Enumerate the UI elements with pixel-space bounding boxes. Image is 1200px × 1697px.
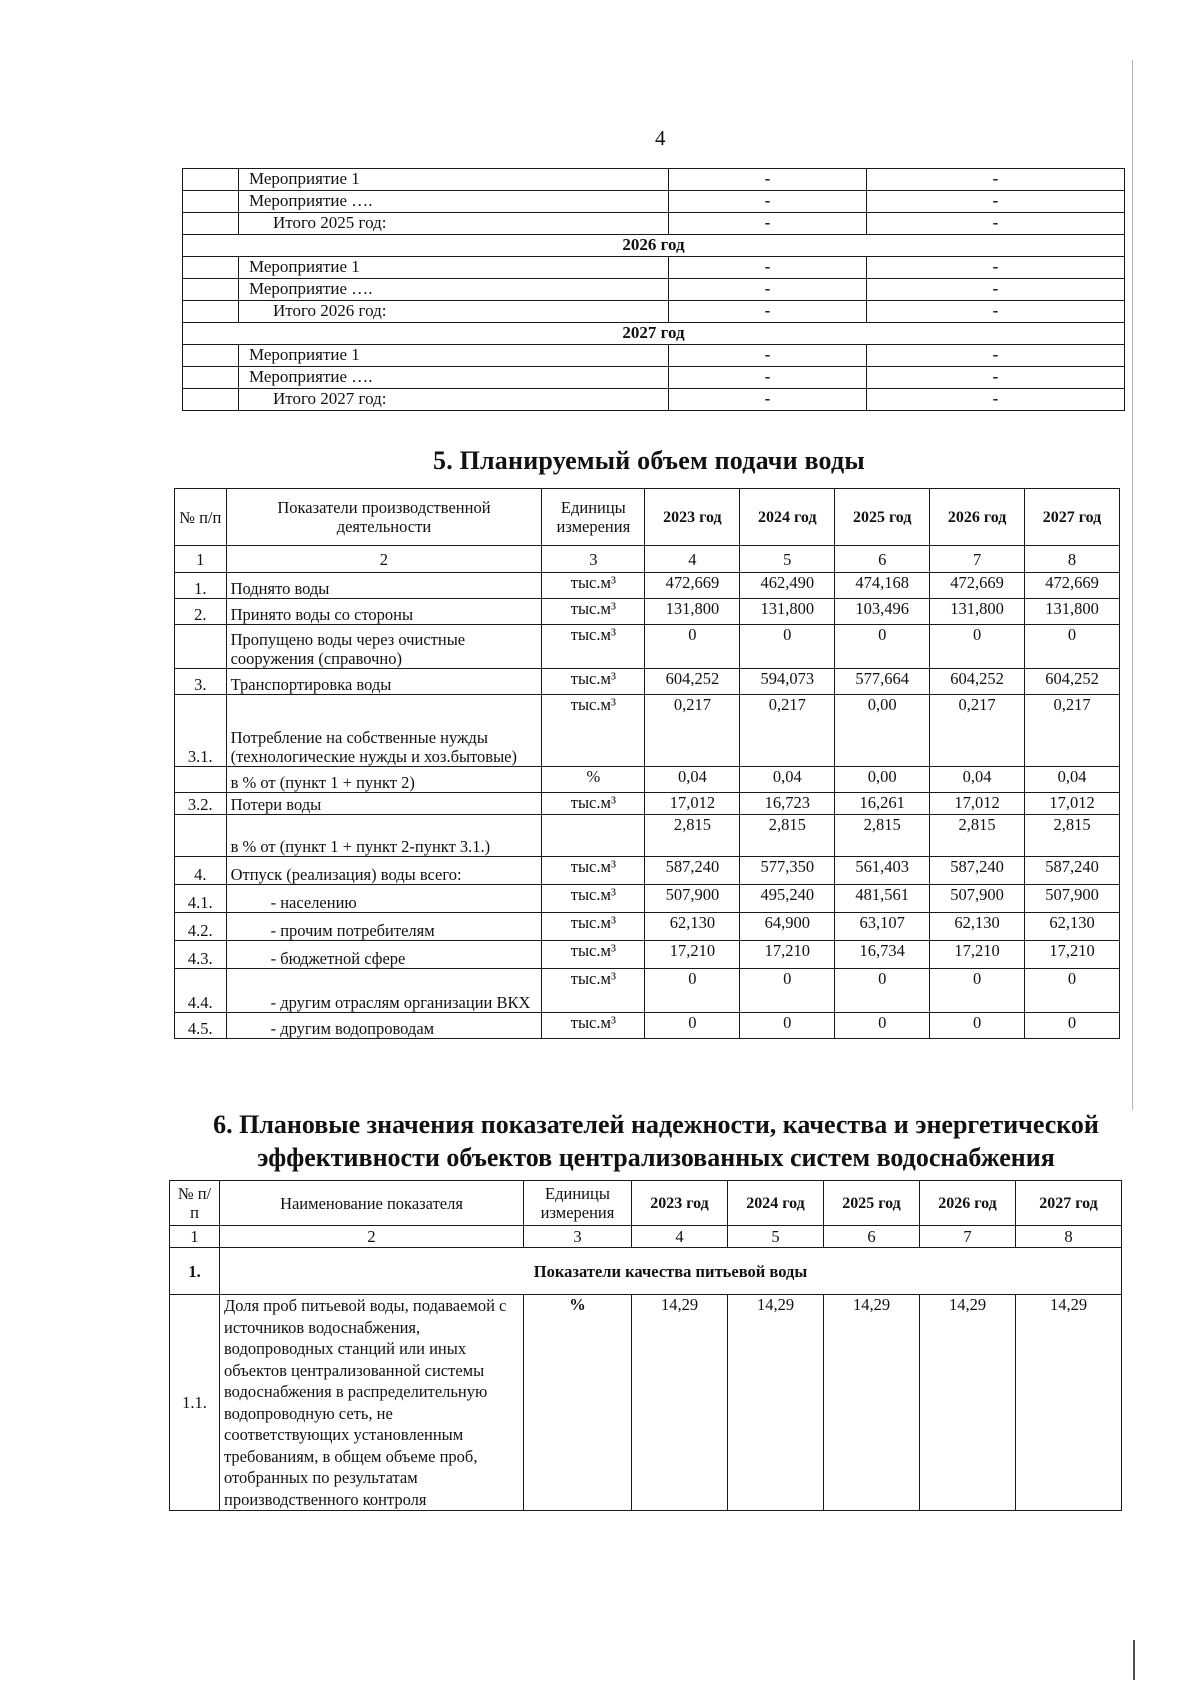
- page-number: 4: [655, 126, 666, 150]
- indicator-name: - бюджетной сфере: [226, 941, 542, 969]
- value-cell: 14,29: [1016, 1295, 1122, 1511]
- row-number: [175, 815, 227, 857]
- table-row: [175, 573, 1120, 599]
- column-number: 1: [170, 1226, 220, 1248]
- scan-edge-line: [1133, 1640, 1135, 1680]
- value-cell: 17,012: [645, 793, 740, 815]
- value-cell: 0,217: [1025, 695, 1120, 767]
- total-value: -: [867, 389, 1125, 411]
- total-row: [183, 301, 1125, 323]
- column-number: 8: [1025, 546, 1120, 573]
- header-row: [175, 489, 1120, 546]
- indicator-name: Пропущено воды через очистные сооружения (справочно): [226, 625, 542, 669]
- event-value: -: [867, 191, 1125, 213]
- unit-cell: тыс.м³: [542, 793, 645, 815]
- unit-cell: тыс.м³: [542, 913, 645, 941]
- value-cell: 0: [1025, 625, 1120, 669]
- value-cell: 17,210: [1025, 941, 1120, 969]
- unit-cell: тыс.м³: [542, 941, 645, 969]
- row-number: 3.2.: [175, 793, 227, 815]
- value-cell: 587,240: [1025, 857, 1120, 885]
- table-row: [175, 857, 1120, 885]
- total-label: Итого 2026 год:: [239, 301, 669, 323]
- column-number: 5: [740, 546, 835, 573]
- event-value: -: [867, 257, 1125, 279]
- table-row: [175, 969, 1120, 1013]
- value-cell: 0: [740, 969, 835, 1013]
- year-row: [183, 323, 1125, 345]
- table-row: [175, 625, 1120, 669]
- value-cell: 62,130: [1025, 913, 1120, 941]
- col-header-2024: 2024 год: [728, 1181, 824, 1226]
- value-cell: 0,04: [930, 767, 1025, 793]
- value-cell: 131,800: [1025, 599, 1120, 625]
- value-cell: 507,900: [645, 885, 740, 913]
- table-row: [183, 257, 1125, 279]
- unit-cell: тыс.м³: [542, 599, 645, 625]
- total-value: -: [867, 301, 1125, 323]
- value-cell: 577,350: [740, 857, 835, 885]
- table-row: [175, 941, 1120, 969]
- row-number: 4.3.: [175, 941, 227, 969]
- value-cell: 495,240: [740, 885, 835, 913]
- row-number: 4.4.: [175, 969, 227, 1013]
- section-number: 1.: [170, 1248, 220, 1295]
- total-value: -: [867, 213, 1125, 235]
- indicator-name: Доля проб питьевой воды, подаваемой с источников водоснабжения, водопроводных станций или иных объектов централизованной системы водоснабжения в распределительную водопроводную сеть, не соответствующих установленным требованиям, в общем объеме проб, отобранных по результатам производственного контроля: [220, 1295, 524, 1511]
- value-cell: 14,29: [920, 1295, 1016, 1511]
- table-row: [183, 345, 1125, 367]
- value-cell: 14,29: [728, 1295, 824, 1511]
- indicator-name: в % от (пункт 1 + пункт 2-пункт 3.1.): [226, 815, 542, 857]
- indicator-name: - прочим потребителям: [226, 913, 542, 941]
- value-cell: 2,815: [740, 815, 835, 857]
- value-cell: 0: [1025, 969, 1120, 1013]
- value-cell: 0: [930, 1013, 1025, 1039]
- indicator-name: Потребление на собственные нужды (технологические нужды и хоз.бытовые): [226, 695, 542, 767]
- value-cell: 462,490: [740, 573, 835, 599]
- value-cell: 16,734: [835, 941, 930, 969]
- event-value: -: [867, 367, 1125, 389]
- row-number: 3.: [175, 669, 227, 695]
- scan-edge-line: [1132, 60, 1133, 1110]
- indicator-name: Транспортировка воды: [226, 669, 542, 695]
- value-cell: 0,217: [740, 695, 835, 767]
- reliability-table: [169, 1180, 1122, 1511]
- unit-cell: тыс.м³: [542, 573, 645, 599]
- section-row: [170, 1248, 1122, 1295]
- column-number-row: [175, 546, 1120, 573]
- value-cell: 0,04: [740, 767, 835, 793]
- value-cell: 63,107: [835, 913, 930, 941]
- indicator-name: Принято воды со стороны: [226, 599, 542, 625]
- event-value: -: [867, 169, 1125, 191]
- unit-cell: тыс.м³: [542, 885, 645, 913]
- total-value: -: [669, 213, 867, 235]
- event-name: Мероприятие ….: [239, 191, 669, 213]
- event-value: -: [669, 345, 867, 367]
- table-row: [175, 885, 1120, 913]
- value-cell: 0: [645, 1013, 740, 1039]
- value-cell: 0: [930, 625, 1025, 669]
- col-header-2027: 2027 год: [1016, 1181, 1122, 1226]
- col-header-2023: 2023 год: [632, 1181, 728, 1226]
- event-value: -: [669, 257, 867, 279]
- value-cell: 0: [835, 969, 930, 1013]
- header-row: [170, 1181, 1122, 1226]
- table-row: [170, 1295, 1122, 1511]
- table-row: [183, 191, 1125, 213]
- value-cell: 507,900: [1025, 885, 1120, 913]
- section-title: Показатели качества питьевой воды: [220, 1248, 1122, 1295]
- column-number: 4: [645, 546, 740, 573]
- value-cell: 2,815: [835, 815, 930, 857]
- value-cell: 131,800: [930, 599, 1025, 625]
- value-cell: 0,217: [930, 695, 1025, 767]
- column-number: 4: [632, 1226, 728, 1248]
- value-cell: 0: [835, 1013, 930, 1039]
- value-cell: 131,800: [645, 599, 740, 625]
- col-header-2025: 2025 год: [835, 489, 930, 546]
- event-name: Мероприятие ….: [239, 367, 669, 389]
- value-cell: 64,900: [740, 913, 835, 941]
- table-row: [183, 279, 1125, 301]
- indicator-name: - населению: [226, 885, 542, 913]
- value-cell: 103,496: [835, 599, 930, 625]
- col-header-2026: 2026 год: [920, 1181, 1016, 1226]
- event-name: Мероприятие 1: [239, 257, 669, 279]
- water-supply-table: [174, 488, 1120, 1039]
- row-number: [175, 767, 227, 793]
- col-header-unit: Единицы измерения: [524, 1181, 632, 1226]
- table-row: [183, 367, 1125, 389]
- event-name: Мероприятие ….: [239, 279, 669, 301]
- row-number: [175, 625, 227, 669]
- year-row: [183, 235, 1125, 257]
- column-number: 3: [524, 1226, 632, 1248]
- unit-cell: тыс.м³: [542, 625, 645, 669]
- row-number: 1.1.: [170, 1295, 220, 1511]
- value-cell: 0,00: [835, 767, 930, 793]
- value-cell: 14,29: [824, 1295, 920, 1511]
- value-cell: 0: [645, 625, 740, 669]
- table-row: [183, 169, 1125, 191]
- row-number: 4.1.: [175, 885, 227, 913]
- value-cell: 474,168: [835, 573, 930, 599]
- unit-cell: тыс.м³: [542, 1013, 645, 1039]
- table-row: [175, 1013, 1120, 1039]
- unit-cell: тыс.м³: [542, 695, 645, 767]
- value-cell: 17,210: [740, 941, 835, 969]
- value-cell: 17,210: [645, 941, 740, 969]
- column-number: 2: [220, 1226, 524, 1248]
- indicator-name: Потери воды: [226, 793, 542, 815]
- value-cell: 0: [645, 969, 740, 1013]
- value-cell: 0,04: [1025, 767, 1120, 793]
- value-cell: 0,00: [835, 695, 930, 767]
- column-number: 7: [920, 1226, 1016, 1248]
- table-row: [175, 695, 1120, 767]
- col-header-2027: 2027 год: [1025, 489, 1120, 546]
- year-label: 2026 год: [183, 235, 1125, 257]
- value-cell: 561,403: [835, 857, 930, 885]
- value-cell: 0,217: [645, 695, 740, 767]
- row-number: 3.1.: [175, 695, 227, 767]
- unit-cell: %: [542, 767, 645, 793]
- table-row: [175, 767, 1120, 793]
- column-number-row: [170, 1226, 1122, 1248]
- event-name: Мероприятие 1: [239, 345, 669, 367]
- value-cell: 472,669: [930, 573, 1025, 599]
- col-header-num: № п/п: [175, 489, 227, 546]
- value-cell: 472,669: [645, 573, 740, 599]
- table-row: [175, 913, 1120, 941]
- year-label: 2027 год: [183, 323, 1125, 345]
- event-value: -: [867, 279, 1125, 301]
- table-row: [175, 815, 1120, 857]
- unit-cell: тыс.м³: [542, 857, 645, 885]
- total-value: -: [669, 389, 867, 411]
- value-cell: 0: [740, 1013, 835, 1039]
- col-header-unit: Единицы измерения: [542, 489, 645, 546]
- row-number: 4.2.: [175, 913, 227, 941]
- unit-cell: [542, 815, 645, 857]
- row-number: 1.: [175, 573, 227, 599]
- column-number: 2: [226, 546, 542, 573]
- value-cell: 17,210: [930, 941, 1025, 969]
- value-cell: 62,130: [930, 913, 1025, 941]
- col-header-2023: 2023 год: [645, 489, 740, 546]
- total-label: Итого 2027 год:: [239, 389, 669, 411]
- event-value: -: [669, 367, 867, 389]
- value-cell: 507,900: [930, 885, 1025, 913]
- indicator-name: Поднято воды: [226, 573, 542, 599]
- table-row: [175, 669, 1120, 695]
- column-number: 3: [542, 546, 645, 573]
- value-cell: 16,723: [740, 793, 835, 815]
- column-number: 5: [728, 1226, 824, 1248]
- value-cell: 14,29: [632, 1295, 728, 1511]
- value-cell: 0,04: [645, 767, 740, 793]
- value-cell: 0: [835, 625, 930, 669]
- value-cell: 472,669: [1025, 573, 1120, 599]
- value-cell: 587,240: [930, 857, 1025, 885]
- value-cell: 62,130: [645, 913, 740, 941]
- column-number: 6: [824, 1226, 920, 1248]
- value-cell: 604,252: [645, 669, 740, 695]
- row-number: 2.: [175, 599, 227, 625]
- column-number: 8: [1016, 1226, 1122, 1248]
- section-6-title: 6. Плановые значения показателей надежности, качества и энергетической эффективности объектов централизованных систем водоснабжения: [213, 1110, 1099, 1172]
- column-number: 7: [930, 546, 1025, 573]
- indicator-name: - другим отраслям организации ВКХ: [226, 969, 542, 1013]
- row-number: 4.: [175, 857, 227, 885]
- col-header-2026: 2026 год: [930, 489, 1025, 546]
- event-value: -: [669, 279, 867, 301]
- table-row: [175, 793, 1120, 815]
- value-cell: 131,800: [740, 599, 835, 625]
- indicator-name: - другим водопроводам: [226, 1013, 542, 1039]
- value-cell: 604,252: [1025, 669, 1120, 695]
- value-cell: 481,561: [835, 885, 930, 913]
- unit-cell: тыс.м³: [542, 669, 645, 695]
- total-row: [183, 213, 1125, 235]
- events-table: [182, 168, 1125, 411]
- value-cell: 17,012: [930, 793, 1025, 815]
- column-number: 6: [835, 546, 930, 573]
- value-cell: 17,012: [1025, 793, 1120, 815]
- event-name: Мероприятие 1: [239, 169, 669, 191]
- value-cell: 587,240: [645, 857, 740, 885]
- col-header-2025: 2025 год: [824, 1181, 920, 1226]
- event-value: -: [669, 191, 867, 213]
- event-value: -: [669, 169, 867, 191]
- value-cell: 2,815: [930, 815, 1025, 857]
- total-value: -: [669, 301, 867, 323]
- row-number: 4.5.: [175, 1013, 227, 1039]
- value-cell: 2,815: [1025, 815, 1120, 857]
- col-header-indicator: Показатели производственной деятельности: [226, 489, 542, 546]
- indicator-name: в % от (пункт 1 + пункт 2): [226, 767, 542, 793]
- col-header-num: № п/п: [170, 1181, 220, 1226]
- value-cell: 16,261: [835, 793, 930, 815]
- value-cell: 0: [740, 625, 835, 669]
- column-number: 1: [175, 546, 227, 573]
- unit-cell: тыс.м³: [542, 969, 645, 1013]
- total-row: [183, 389, 1125, 411]
- value-cell: 2,815: [645, 815, 740, 857]
- value-cell: 594,073: [740, 669, 835, 695]
- total-label: Итого 2025 год:: [239, 213, 669, 235]
- table-row: [175, 599, 1120, 625]
- section-5-title: 5. Планируемый объем подачи воды: [433, 446, 865, 475]
- col-header-indicator: Наименование показателя: [220, 1181, 524, 1226]
- value-cell: 604,252: [930, 669, 1025, 695]
- value-cell: 0: [930, 969, 1025, 1013]
- event-value: -: [867, 345, 1125, 367]
- indicator-name: Отпуск (реализация) воды всего:: [226, 857, 542, 885]
- value-cell: 577,664: [835, 669, 930, 695]
- col-header-2024: 2024 год: [740, 489, 835, 546]
- unit-cell: %: [524, 1295, 632, 1511]
- value-cell: 0: [1025, 1013, 1120, 1039]
